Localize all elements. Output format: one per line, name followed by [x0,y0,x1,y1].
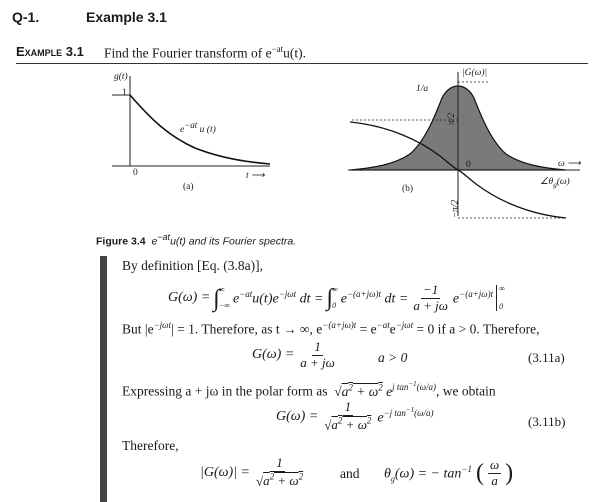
fig-b-panel: (b) [402,184,414,194]
fig-b-mag-label: |G(ω)| [462,68,488,78]
definition-line: By definition [Eq. (3.8a)], [122,258,263,273]
eq-3-11b: G(ω) = $\frac{1}{√a^2 + \omega^2}$ $e^{-j tan^{-1}(\omega/a)}$ [276,399,434,433]
fig-b-pi2-bot: −π/2 [450,199,461,219]
example-label: Example 3.1 [16,44,84,59]
eq-3-11a-condition: a > 0 [378,350,408,365]
fig-b-omega-label: ω ⟶ [558,159,581,169]
fig-a-curve-label: $e^{-at}$ u (t) [180,120,216,136]
title-rule [16,63,588,64]
figure-b-plot [340,66,588,226]
example-title: Find the Fourier transform of $e^{-at}u(t)$. [104,44,307,61]
and-word: and [340,466,360,481]
eq-3-11b-number: (3.11b) [528,414,566,429]
fig-a-panel: (a) [183,182,194,192]
fourier-integral-eq: G(ω) = ∫ ∞ −∞ $e^{-at}u(t)e^{-j\omega t}$ dt = ∫ ∞ 0 $e^{-(a+j\omega)t}$ dt = $\frac{-1}{a + j\omega}$ $e^{-(a+j\omega)t}$ ∞ 0 [168,282,505,313]
example-heading: Example 3.1 [86,9,167,25]
sidebar-rule [100,256,107,502]
fig-b-pi2-top: π/2 [447,112,458,126]
limit-line: But $|e^{-j\omega t}| = 1$. Therefore, as t → ∞, $e^{-(a+j\omega)t} = e^{-at}e^{-j\omega t} = 0$ if a > 0. Therefore, [122,320,540,337]
fig-a-one: 1 [122,88,127,98]
eq-3-11a: G(ω) = $\frac{1}{a + j\omega}$ [252,339,335,370]
eq-3-11a-number: (3.11a) [528,350,565,365]
therefore-line: Therefore, [122,438,179,453]
fig-a-zero: 0 [133,168,138,178]
fig-b-inv-a: 1/a [416,84,429,94]
fig-b-zero: 0 [466,160,471,170]
polar-form-line: Expressing a + jω in the polar form as $√a^2 + \omega^2$ $e^{j tan^{-1}(\omega/a)}$, we obtain [122,380,496,399]
magnitude-eq: |G(ω)| = $\frac{1}{√a^2 + \omega^2}$ [200,455,304,489]
fig-a-ylabel: g(t) [114,72,128,82]
question-label: Q-1. [12,9,40,25]
figure-caption: Figure 3.4 $e^{-at}u(t)$ and its Fourier spectra. [96,232,297,248]
phase-eq: $\theta_g(\omega)$ = − $\tan^{-1}$ ( $\frac{\omega}{a}$ ) [384,457,514,488]
fig-a-t-label: t ⟶ [246,171,265,181]
fig-b-phase-label: $\angle\theta_g(\omega)$ [540,177,570,189]
